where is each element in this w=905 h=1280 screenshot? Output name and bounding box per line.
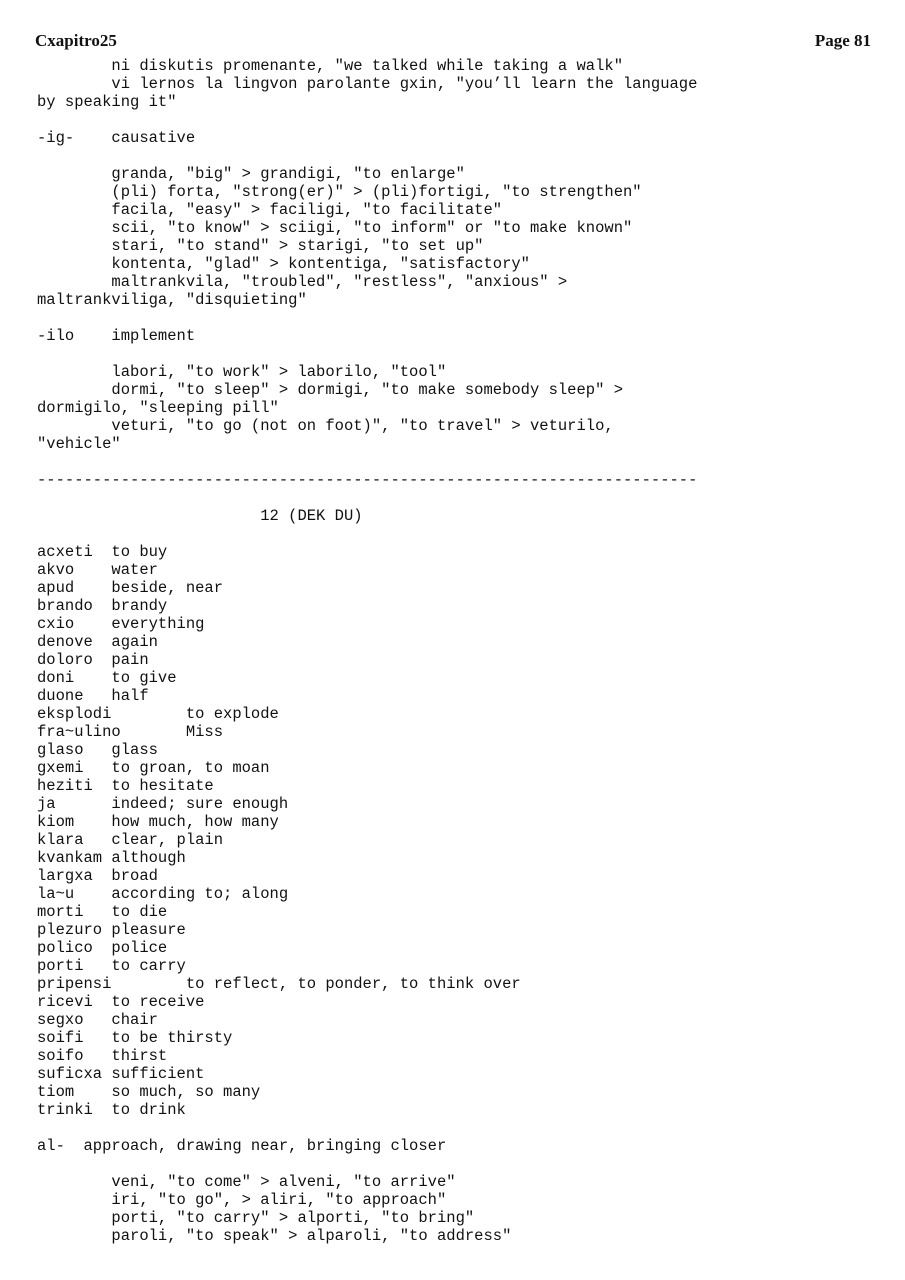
- text-line: largxa broad: [37, 867, 158, 885]
- text-line: veni, "to come" > alveni, "to arrive": [37, 1173, 456, 1191]
- text-line: porti to carry: [37, 957, 186, 975]
- text-line: -ilo implement: [37, 327, 196, 345]
- text-line: -----------------------------------------------------------------------: [37, 471, 698, 489]
- text-line: paroli, "to speak" > alparoli, "to address": [37, 1227, 512, 1245]
- text-line: facila, "easy" > faciligi, "to facilitate": [37, 201, 503, 219]
- text-line: iri, "to go", > aliri, "to approach": [37, 1191, 447, 1209]
- text-line: ja indeed; sure enough: [37, 795, 289, 813]
- document-body: [37, 57, 877, 1245]
- text-line: kiom how much, how many: [37, 813, 279, 831]
- text-line: cxio everything: [37, 615, 205, 633]
- text-line: kontenta, "glad" > kontentiga, "satisfactory": [37, 255, 530, 273]
- text-line: soifo thirst: [37, 1047, 168, 1065]
- page-number: Page 81: [814, 31, 871, 50]
- text-line: doni to give: [37, 669, 177, 687]
- text-line: granda, "big" > grandigi, "to enlarge": [37, 165, 465, 183]
- text-line: doloro pain: [37, 651, 149, 669]
- text-line: maltrankvila, "troubled", "restless", "anxious" >: [37, 273, 568, 291]
- text-line: [37, 1155, 877, 1173]
- text-line: akvo water: [37, 561, 158, 579]
- text-line: ni diskutis promenante, "we talked while taking a walk": [37, 57, 623, 75]
- text-line: by speaking it": [37, 93, 177, 111]
- text-line: vi lernos la lingvon parolante gxin, "you’ll learn the language: [37, 75, 698, 93]
- text-line: pripensi to reflect, to ponder, to think over: [37, 975, 521, 993]
- text-line: [37, 111, 877, 129]
- text-line: segxo chair: [37, 1011, 158, 1029]
- text-line: morti to die: [37, 903, 168, 921]
- text-line: maltrankviliga, "disquieting": [37, 291, 307, 309]
- text-line: glaso glass: [37, 741, 158, 759]
- text-line: [37, 525, 877, 543]
- text-line: [37, 309, 877, 327]
- text-line: (pli) forta, "strong(er)" > (pli)fortigi, "to strengthen": [37, 183, 642, 201]
- text-line: denove again: [37, 633, 158, 651]
- text-line: 12 (DEK DU): [37, 507, 363, 525]
- text-line: apud beside, near: [37, 579, 224, 597]
- text-line: ricevi to receive: [37, 993, 205, 1011]
- text-line: scii, "to know" > sciigi, "to inform" or "to make known": [37, 219, 633, 237]
- text-line: brando brandy: [37, 597, 168, 615]
- text-line: [37, 1119, 877, 1137]
- text-line: suficxa sufficient: [37, 1065, 205, 1083]
- text-line: heziti to hesitate: [37, 777, 214, 795]
- text-line: [37, 345, 877, 363]
- text-line: "vehicle": [37, 435, 121, 453]
- text-line: duone half: [37, 687, 149, 705]
- text-line: [37, 147, 877, 165]
- text-line: [37, 489, 877, 507]
- text-line: labori, "to work" > laborilo, "tool": [37, 363, 447, 381]
- text-line: plezuro pleasure: [37, 921, 186, 939]
- text-line: [37, 453, 877, 471]
- text-line: gxemi to groan, to moan: [37, 759, 270, 777]
- chapter-title: Cxapitro25: [35, 31, 117, 50]
- text-line: klara clear, plain: [37, 831, 224, 849]
- text-line: trinki to drink: [37, 1101, 186, 1119]
- text-line: tiom so much, so many: [37, 1083, 261, 1101]
- text-line: acxeti to buy: [37, 543, 168, 561]
- text-line: polico police: [37, 939, 168, 957]
- text-line: dormi, "to sleep" > dormigi, "to make somebody sleep" >: [37, 381, 623, 399]
- text-line: al- approach, drawing near, bringing closer: [37, 1137, 447, 1155]
- text-line: kvankam although: [37, 849, 186, 867]
- text-line: soifi to be thirsty: [37, 1029, 233, 1047]
- page-header: [35, 31, 871, 53]
- text-line: veturi, "to go (not on foot)", "to travel" > veturilo,: [37, 417, 614, 435]
- text-line: fra~ulino Miss: [37, 723, 224, 741]
- text-line: la~u according to; along: [37, 885, 289, 903]
- text-line: eksplodi to explode: [37, 705, 279, 723]
- text-line: dormigilo, "sleeping pill": [37, 399, 279, 417]
- text-line: -ig- causative: [37, 129, 196, 147]
- text-line: stari, "to stand" > starigi, "to set up": [37, 237, 484, 255]
- text-line: porti, "to carry" > alporti, "to bring": [37, 1209, 475, 1227]
